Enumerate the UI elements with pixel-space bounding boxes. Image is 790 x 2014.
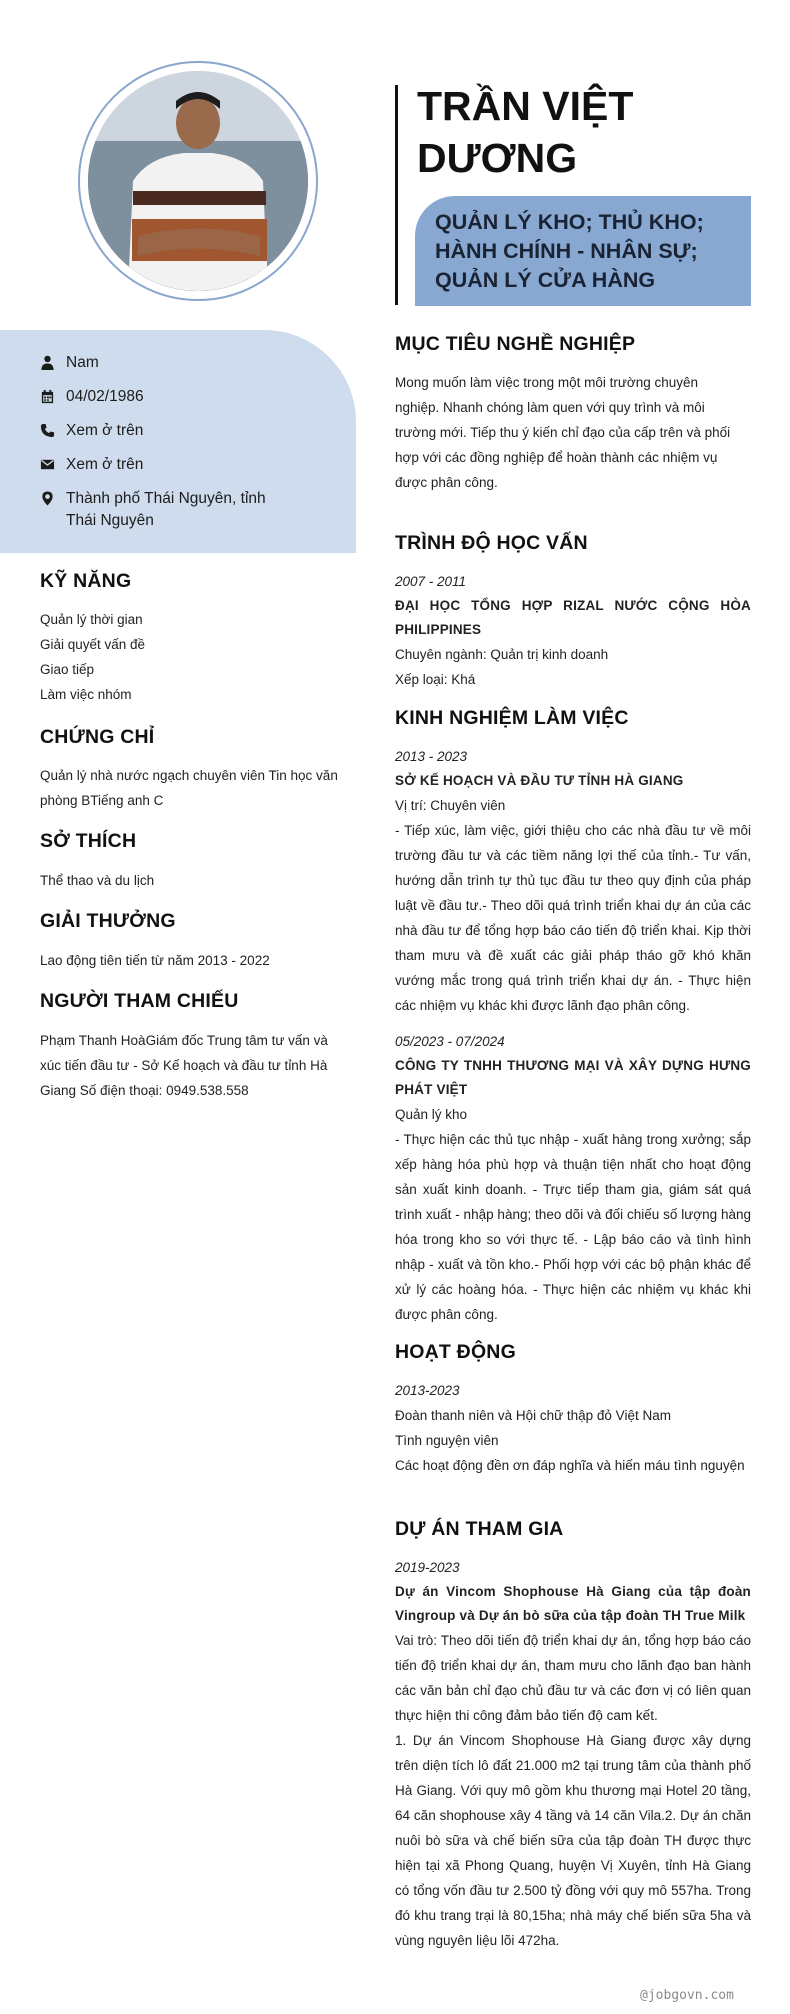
project-details: 1. Dự án Vincom Shophouse Hà Giang được xây dựng trên diện tích lô đất 21.000 m2 tại trung tâm của thành phố Hà Giang. Với quy mô gồm khu thương mại Hotel 20 tầng, 64 căn shophouse xây 4 tầng và 14 căn Vila.2. Dự án chăn nuôi bò sữa và chế biến sữa của tập đoàn TH được thực hiện tại xã Phong Quang, huyện Vị Xuyên, tỉnh Hà Giang có tổng vốn đầu tư 2.500 tỷ đồng với quy mô 557ha. Trong đó khu trang trại là 80,15ha; nhà máy chế biến sữa 5ha và vùng nguyên liệu lõi 472ha.	[395, 1733, 751, 1948]
job-position: Quản lý kho	[395, 1107, 468, 1122]
name-accent-bar	[395, 85, 398, 305]
address-row	[40, 488, 296, 532]
education-rank: Xếp loại: Khá	[395, 672, 476, 687]
right-column	[395, 0, 751, 2014]
contact-panel	[0, 330, 356, 553]
skill-item: Làm việc nhóm	[40, 687, 132, 702]
objective-text: Mong muốn làm việc trong một môi trường chuyên nghiệp. Nhanh chóng làm quen với quy trình và môi trường mới. Tiếp thu ý kiến chỉ đạo của cấp trên và phối hợp với các đồng nghiệp để hoàn thành các nhiệm vụ được phân công.	[395, 375, 731, 490]
calendar-icon	[40, 386, 66, 406]
avatar-ring	[78, 61, 318, 301]
projects-heading: DỰ ÁN THAM GIA	[395, 1518, 564, 1540]
awards-text: Lao động tiên tiến từ năm 2013 - 2022	[40, 953, 270, 968]
project-role: Vai trò: Theo dõi tiến độ triển khai dự án, tổng hợp báo cáo tiến độ triển khai dự án, tham mưu cho lãnh đạo ban hành các văn bản chỉ đạo chủ đầu tư và các đơn vị có liên quan thực hiện thi công đảm bảo tiến độ cam kết.	[395, 1633, 751, 1723]
activity-organization: Đoàn thanh niên và Hội chữ thập đỏ Việt Nam	[395, 1408, 671, 1423]
job-description: - Tiếp xúc, làm việc, giới thiệu cho các nhà đầu tư về môi trường đầu tư và các tiềm năng lợi thế của tỉnh.- Tư vấn, hướng dẫn trình tự thủ tục đầu tư theo quy định của pháp luật về đầu tư.- Theo dõi quá trình triển khai dự án của các nhà đầu tư để tổng hợp báo cáo tiến độ triển khai. Kịp thời tham mưu và đề xuất các giải pháp tháo gỡ khó khăn vướng mắc trong quá trình triển khai dự án. - Thực hiện các nhiệm vụ khác khi được lãnh đạo phân công.	[395, 823, 751, 1013]
skill-item: Giải quyết vấn đề	[40, 637, 146, 652]
activities-heading: HOẠT ĐỘNG	[395, 1341, 516, 1363]
skill-item: Giao tiếp	[40, 662, 95, 677]
avatar	[88, 71, 308, 291]
job-company: CÔNG TY TNHH THƯƠNG MẠI VÀ XÂY DỰNG HƯNG PHÁT VIỆT	[395, 1058, 751, 1097]
education-entry	[395, 569, 751, 692]
job-position: Vị trí: Chuyên viên	[395, 798, 506, 813]
certificates-heading: CHỨNG CHỈ	[40, 726, 155, 748]
project-period: 2019-2023	[395, 1560, 460, 1575]
hobbies-text: Thể thao và du lịch	[40, 873, 155, 888]
birthday-text: 04/02/1986	[66, 388, 144, 405]
job-title-box: QUẢN LÝ KHO; THỦ KHO; HÀNH CHÍNH - NHÂN SỰ; QUẢN LÝ CỬA HÀNG	[415, 196, 751, 306]
email-row	[40, 454, 296, 476]
activity-description: Các hoạt động đền ơn đáp nghĩa và hiến máu tình nguyện	[395, 1458, 745, 1473]
activity-role: Tình nguyện viên	[395, 1433, 499, 1448]
email-text: Xem ở trên	[66, 456, 144, 473]
references-text: Phạm Thanh HoàGiám đốc Trung tâm tư vấn và xúc tiến đầu tư - Sở Kế hoạch và đầu tư tỉnh Hà Giang Số điện thoại: 0949.538.558	[40, 1033, 328, 1098]
project-entry	[395, 1555, 751, 1953]
experience-job-1	[395, 744, 751, 1018]
certificates-text: Quản lý nhà nước ngạch chuyên viên Tin học văn phòng BTiếng anh C	[40, 768, 338, 808]
address-text: Thành phố Thái Nguyên, tỉnh Thái Nguyên	[66, 490, 266, 529]
job-company: SỞ KẾ HOẠCH VÀ ĐẦU TƯ TỈNH HÀ GIANG	[395, 773, 684, 788]
watermark: @jobgovn.com	[640, 1988, 734, 2003]
location-pin-icon	[40, 488, 66, 508]
skills-list	[40, 607, 350, 707]
objective-heading: MỤC TIÊU NGHỀ NGHIỆP	[395, 333, 636, 355]
project-name: Dự án Vincom Shophouse Hà Giang của tập đoàn Vingroup và Dự án bò sữa của tập đoàn TH True Milk	[395, 1584, 751, 1623]
left-column	[0, 0, 356, 2014]
person-icon	[40, 352, 66, 372]
skills-heading: KỸ NĂNG	[40, 570, 132, 592]
references-heading: NGƯỜI THAM CHIẾU	[40, 990, 239, 1012]
experience-heading: KINH NGHIỆM LÀM VIỆC	[395, 707, 629, 729]
education-period: 2007 - 2011	[395, 574, 467, 589]
job-description: - Thực hiện các thủ tục nhập - xuất hàng trong xưởng; sắp xếp hàng hóa phù hợp và thuận tiện nhất cho hoạt động sản xuất kinh doanh. - Trực tiếp tham gia, giám sát quá trình xuất - nhập hàng; theo dõi và đối chiếu số lượng hàng hóa trong kho so với thực tế. - Lập báo cáo và tình hình nhập - xuất và tồn kho.- Phối hợp với các bộ phận khác để xử lý các hoàng hóa. - Thực hiện các nhiệm vụ khác khi được phân công.	[395, 1132, 751, 1322]
birthday-row	[40, 386, 296, 408]
phone-row	[40, 420, 296, 442]
experience-job-2	[395, 1029, 751, 1327]
hobbies-heading: SỞ THÍCH	[40, 830, 137, 852]
candidate-name: TRẦN VIỆT DƯƠNG	[417, 83, 634, 181]
gender-text: Nam	[66, 354, 99, 371]
job-period: 05/2023 - 07/2024	[395, 1034, 505, 1049]
education-heading: TRÌNH ĐỘ HỌC VẤN	[395, 532, 588, 554]
avatar-photo	[88, 71, 308, 291]
phone-icon	[40, 420, 66, 440]
mail-icon	[40, 454, 66, 474]
activity-entry	[395, 1378, 751, 1478]
education-major: Chuyên ngành: Quản trị kinh doanh	[395, 647, 609, 662]
awards-heading: GIẢI THƯỞNG	[40, 910, 176, 932]
skill-item: Quản lý thời gian	[40, 612, 143, 627]
education-school: ĐẠI HỌC TỔNG HỢP RIZAL NƯỚC CỘNG HÒA PHILIPPINES	[395, 598, 751, 637]
gender-row	[40, 352, 296, 374]
activity-period: 2013-2023	[395, 1383, 460, 1398]
job-period: 2013 - 2023	[395, 749, 468, 764]
phone-text: Xem ở trên	[66, 422, 144, 439]
